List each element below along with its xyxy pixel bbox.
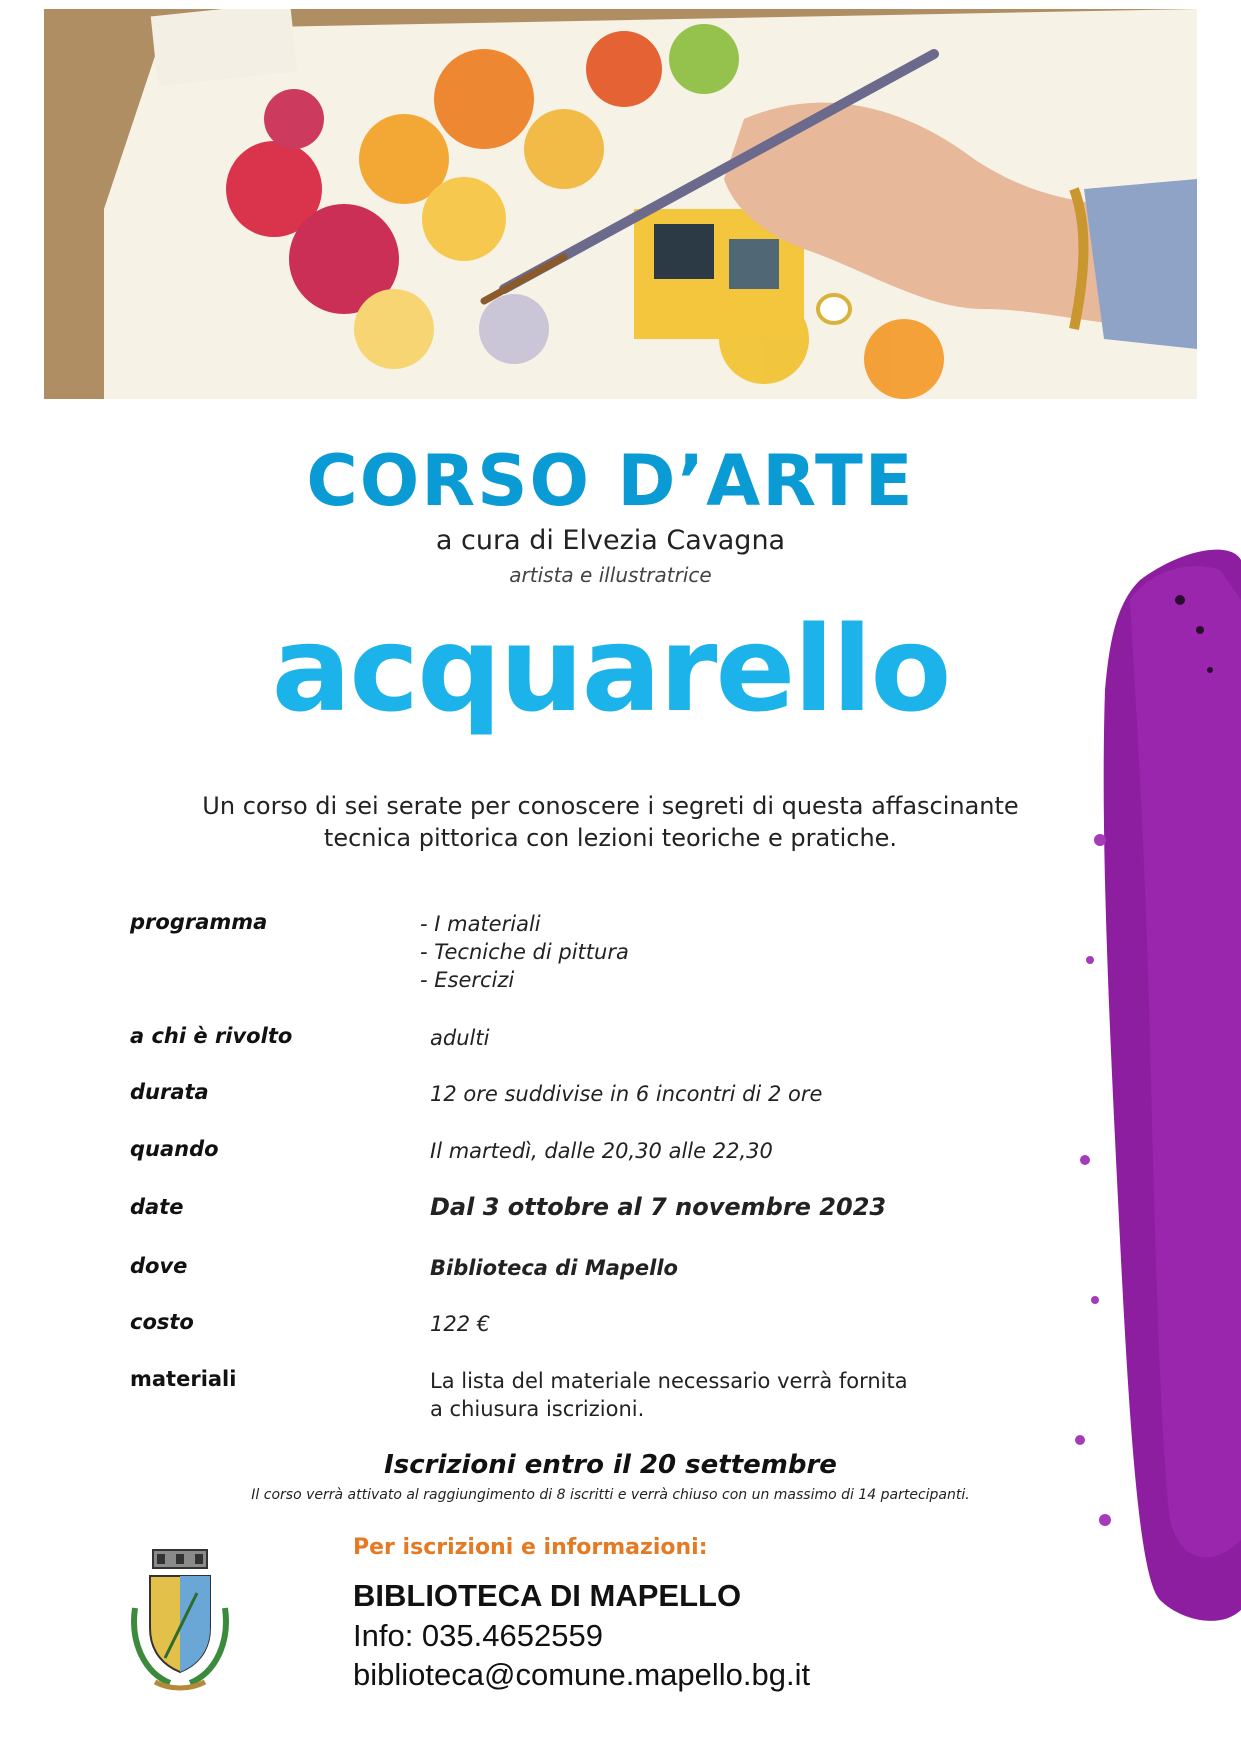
detail-value: Il martedì, dalle 20,30 alle 22,30	[430, 1139, 773, 1163]
materiali-line: La lista del materiale necessario verrà fornita	[430, 1369, 908, 1393]
detail-label: quando	[130, 1137, 219, 1161]
contact-heading: Per iscrizioni e informazioni:	[353, 1535, 708, 1560]
detail-label: durata	[130, 1080, 209, 1104]
intro-line: tecnica pittorica con lezioni teoriche e pratiche.	[323, 824, 898, 852]
page-title: CORSO D’ARTE	[306, 440, 915, 522]
detail-value: 12 ore suddivise in 6 incontri di 2 ore	[430, 1082, 823, 1106]
program-item: - I materiali	[420, 912, 541, 936]
detail-value: 122 €	[430, 1312, 491, 1336]
contact-email[interactable]: biblioteca@comune.mapello.bg.it	[353, 1657, 811, 1692]
detail-label: a chi è rivolto	[130, 1024, 293, 1048]
program-item: - Tecniche di pittura	[420, 940, 629, 964]
crest-icon	[125, 1548, 235, 1694]
detail-label: dove	[130, 1254, 188, 1278]
program-list	[420, 910, 629, 994]
hero-photo	[44, 9, 1197, 399]
detail-label: costo	[130, 1310, 194, 1334]
enrollment-note: Il corso verrà attivato al raggiungimento di 8 iscritti e verrà chiuso con un massimo di 14 partecipanti.	[251, 1487, 970, 1503]
contact-name: BIBLIOTECA DI MAPELLO	[353, 1578, 742, 1613]
detail-value: adulti	[430, 1026, 490, 1050]
detail-label: programma	[130, 910, 268, 934]
curator-name: a cura di Elvezia Cavagna	[435, 525, 786, 556]
enrollment-deadline: Iscrizioni entro il 20 settembre	[384, 1450, 837, 1480]
medium-heading: acquarello	[271, 600, 950, 738]
detail-value: Biblioteca di Mapello	[430, 1256, 678, 1280]
materiali-line: a chiusura iscrizioni.	[430, 1397, 645, 1421]
intro-text	[100, 790, 1121, 854]
curator-role: artista e illustratrice	[509, 563, 712, 587]
detail-label: date	[130, 1195, 184, 1219]
detail-value	[430, 1367, 908, 1423]
contact-phone: Info: 035.4652559	[353, 1618, 603, 1653]
detail-label: materiali	[130, 1367, 237, 1391]
intro-line: Un corso di sei serate per conoscere i segreti di questa affascinante	[202, 792, 1019, 820]
program-item: - Esercizi	[420, 968, 515, 992]
detail-value: Dal 3 ottobre al 7 novembre 2023	[430, 1193, 887, 1221]
